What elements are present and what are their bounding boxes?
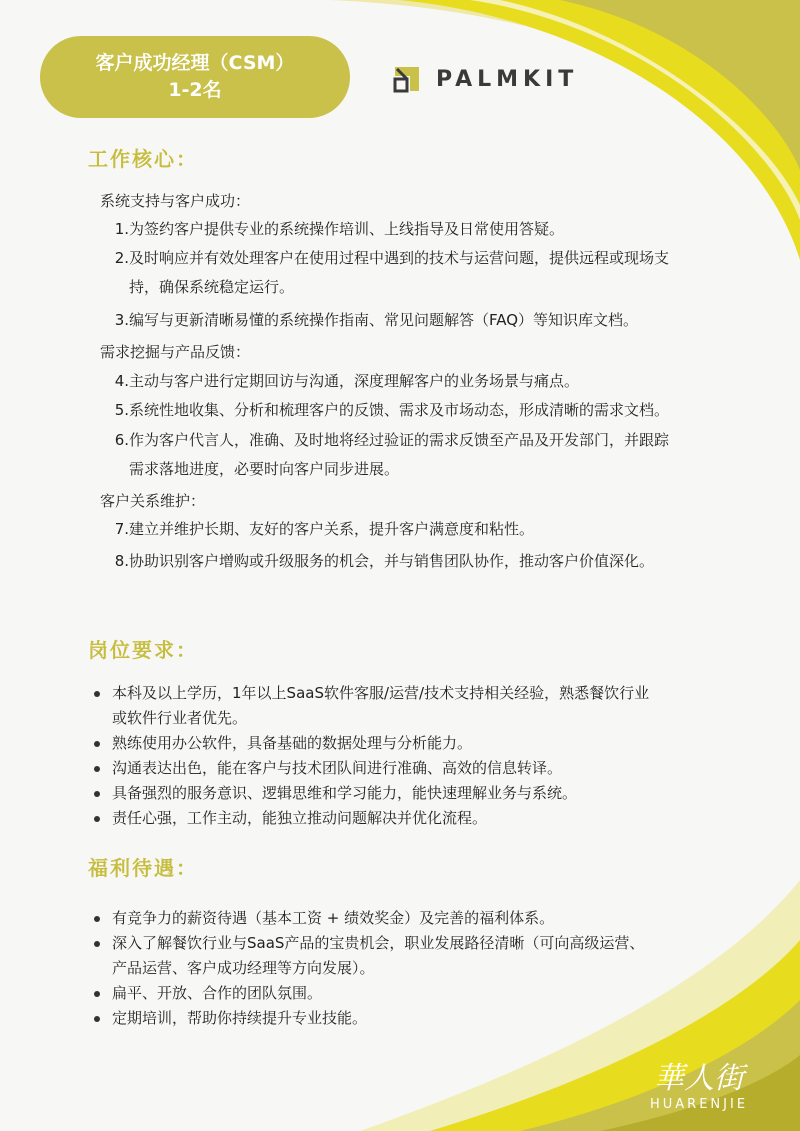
list-item: 有竞争力的薪资待遇（基本工资 + 绩效奖金）及完善的福利体系。 bbox=[92, 906, 742, 931]
list-item: 4.主动与客户进行定期回访与沟通，深度理解客户的业务场景与痛点。 bbox=[114, 372, 580, 390]
list-item: 6.作为客户代言人，准确、及时地将经过验证的需求反馈至产品及开发部门，并跟踪 需求落地进度，必要时向客户同步进展。 bbox=[114, 431, 670, 478]
logo-text: PALMKIT bbox=[436, 66, 579, 92]
watermark-chinese: 華人街 bbox=[654, 1061, 745, 1096]
list-item: 7.建立并维护长期、友好的客户关系，提升客户满意度和粘性。 bbox=[114, 520, 535, 538]
job-title-badge bbox=[40, 36, 350, 118]
list-item: 沟通表达出色，能在客户与技术团队间进行准确、高效的信息转译。 bbox=[92, 756, 742, 781]
watermark-english: HUARENJIE bbox=[650, 1097, 749, 1112]
list-item: 责任心强，工作主动，能独立推动问题解决并优化流程。 bbox=[92, 806, 742, 831]
benefits-list bbox=[92, 906, 742, 1031]
core-section-heading: 工作核心： bbox=[88, 147, 198, 171]
list-item: 定期培训，帮助你持续提升专业技能。 bbox=[92, 1006, 742, 1031]
job-title: 客户成功经理（CSM） bbox=[95, 52, 295, 74]
group-title: 客户关系维护： bbox=[100, 492, 206, 510]
requirements-list bbox=[92, 681, 742, 831]
requirements-section-heading: 岗位要求： bbox=[88, 638, 198, 662]
list-item: 1.为签约客户提供专业的系统操作培训、上线指导及日常使用答疑。 bbox=[114, 220, 565, 238]
benefits-section-heading: 福利待遇： bbox=[88, 856, 198, 880]
palmkit-logo-icon bbox=[392, 64, 422, 94]
list-item: 5.系统性地收集、分析和梳理客户的反馈、需求及市场动态，形成清晰的需求文档。 bbox=[114, 401, 670, 419]
company-logo bbox=[392, 64, 578, 94]
list-item: 熟练使用办公软件，具备基础的数据处理与分析能力。 bbox=[92, 731, 742, 756]
group-title: 需求挖掘与产品反馈： bbox=[100, 343, 251, 361]
list-item: 本科及以上学历，1年以上SaaS软件客服/运营/技术支持相关经验，熟悉餐饮行业 或软件行业者优先。 bbox=[92, 681, 742, 731]
watermark-logo bbox=[650, 1062, 748, 1114]
list-item: 8.协助识别客户增购或升级服务的机会，并与销售团队协作，推动客户价值深化。 bbox=[114, 552, 655, 570]
list-item: 3.编写与更新清晰易懂的系统操作指南、常见问题解答（FAQ）等知识库文档。 bbox=[114, 311, 639, 329]
group-title: 系统支持与客户成功： bbox=[100, 192, 251, 210]
headcount: 1-2名 bbox=[168, 79, 222, 101]
list-item: 具备强烈的服务意识、逻辑思维和学习能力，能快速理解业务与系统。 bbox=[92, 781, 742, 806]
list-item: 2.及时响应并有效处理客户在使用过程中遇到的技术与运营问题，提供远程或现场支 持，确保系统稳定运行。 bbox=[114, 249, 670, 296]
list-item: 深入了解餐饮行业与SaaS产品的宝贵机会，职业发展路径清晰（可向高级运营、 产品运营、客户成功经理等方向发展）。 bbox=[92, 931, 742, 981]
list-item: 扁平、开放、合作的团队氛围。 bbox=[92, 981, 742, 1006]
